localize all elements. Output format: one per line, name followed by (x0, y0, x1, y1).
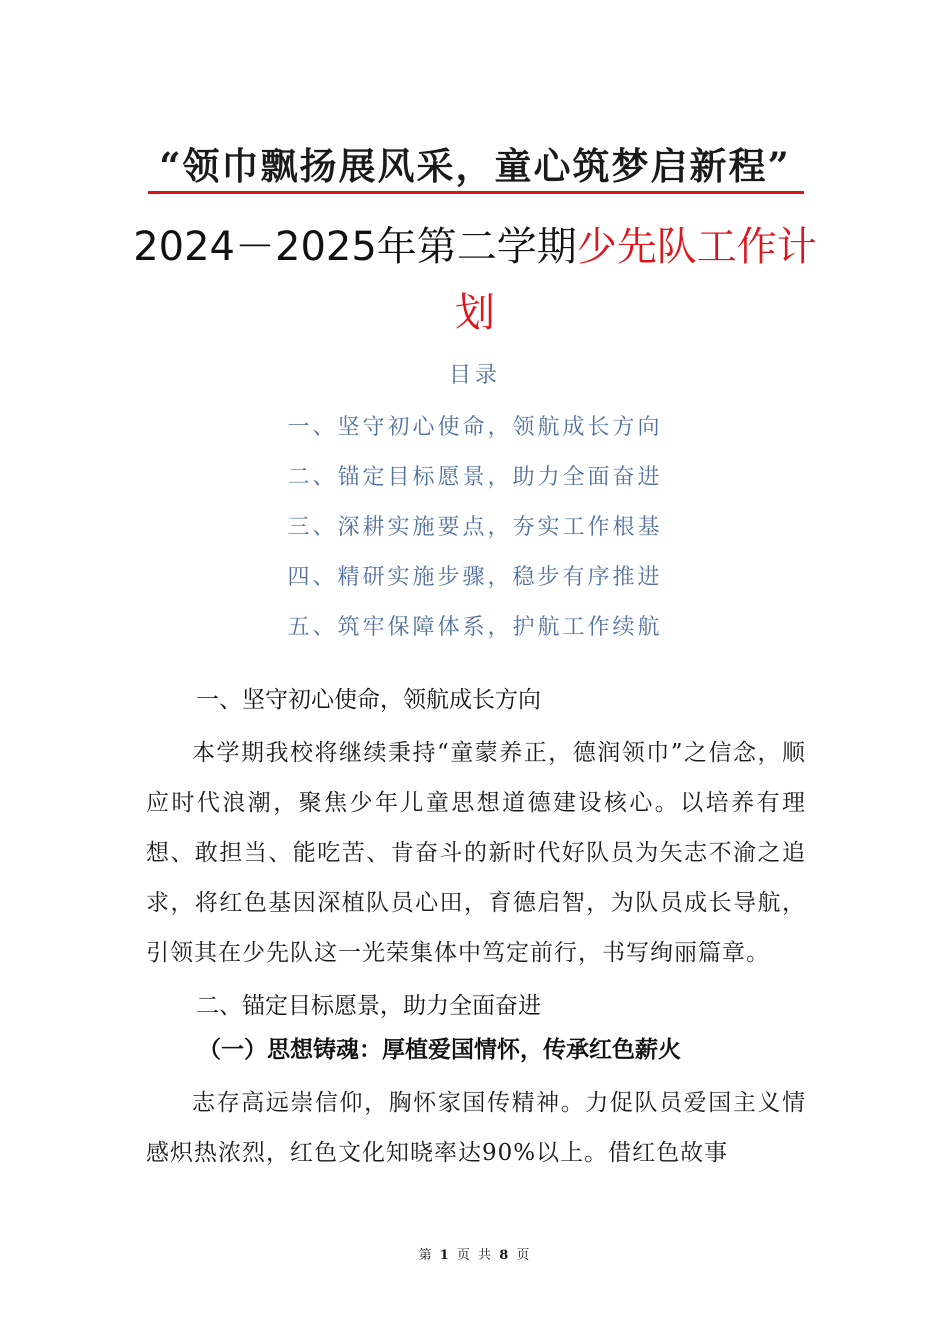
section-paragraph: 志存高远崇信仰，胸怀家国传精神。力促队员爱国主义情感炽热浓烈，红色文化知晓率达90%以上。借红色故事 (146, 1090, 806, 1166)
toc-item[interactable]: 五、筑牢保障体系，护航工作续航 (287, 615, 663, 640)
footer-total-pages: 8 (499, 1248, 511, 1263)
toc-list (0, 403, 950, 653)
title-line-2: 划 (455, 290, 495, 336)
toc-heading: 目录 (448, 363, 501, 388)
footer-suffix: 页 (516, 1248, 532, 1263)
document-title (0, 214, 950, 346)
footer-page-number: 1 (439, 1248, 451, 1263)
section-heading: 一、坚守初心使命，领航成长方向 (196, 687, 541, 713)
page-footer (0, 1244, 950, 1263)
toc-item[interactable]: 二、锚定目标愿景，助力全面奋进 (287, 465, 663, 490)
document-body (146, 678, 806, 1178)
subsection-heading: （一）思想铸魂：厚植爱国情怀，传承红色薪火 (198, 1036, 681, 1063)
footer-middle: 页 共 (456, 1248, 494, 1263)
red-divider-line (148, 191, 804, 194)
title-black-part: 2024－2025年第二学期 (133, 224, 577, 270)
table-of-contents (0, 356, 950, 653)
title-line-1 (0, 214, 950, 280)
toc-item[interactable]: 一、坚守初心使命，领航成长方向 (287, 415, 663, 440)
footer-prefix: 第 (418, 1248, 434, 1263)
section-heading: 二、锚定目标愿景，助力全面奋进 (196, 993, 541, 1019)
banner-title: “领巾飘扬展风采，童心筑梦启新程” (159, 144, 791, 188)
title-red-part: 少先队工作计 (576, 224, 817, 270)
toc-item[interactable]: 三、深耕实施要点，夯实工作根基 (287, 515, 663, 540)
section-paragraph: 本学期我校将继续秉持“童蒙养正，德润领巾”之信念，顺应时代浪潮，聚焦少年儿童思想道德建设核心。以培养有理想、敢担当、能吃苦、肯奋斗的新时代好队员为矢志不渝之追求，将红色基因深植队员心田，育德启智，为队员成长导航，引领其在少先队这一光荣集体中笃定前行，书写绚丽篇章。 (146, 740, 806, 966)
toc-item[interactable]: 四、精研实施步骤，稳步有序推进 (287, 565, 663, 590)
